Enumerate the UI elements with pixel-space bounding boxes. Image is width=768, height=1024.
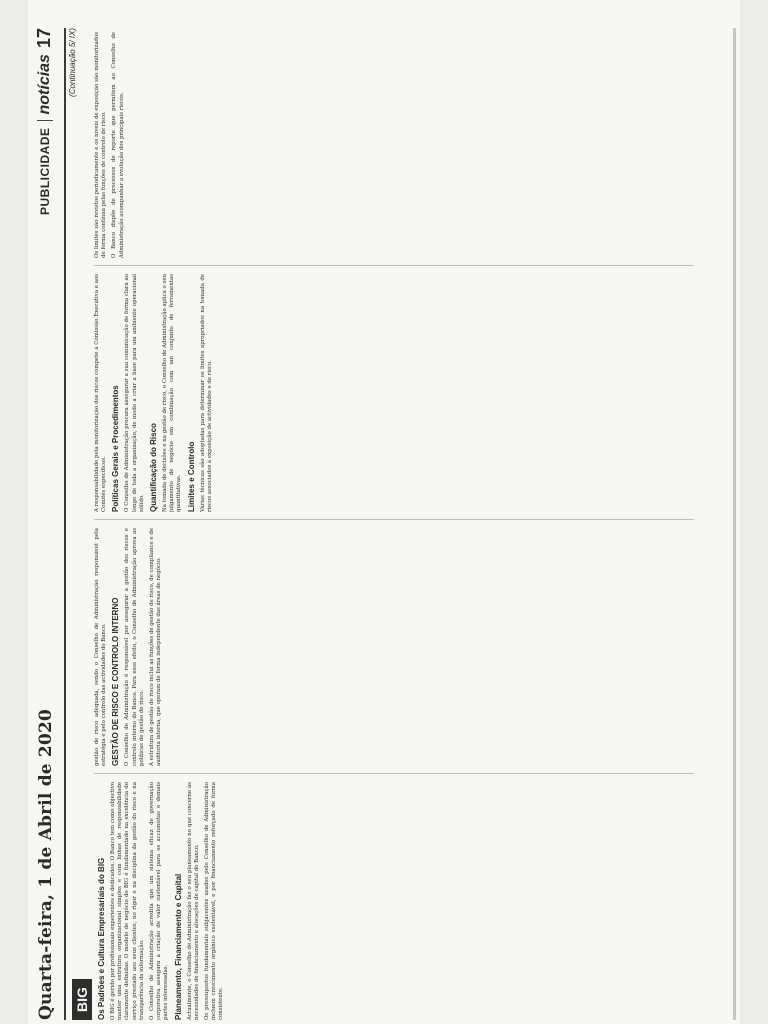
masthead xyxy=(34,28,55,215)
body-paragraph: O BIG é gerido por profissionais experientes e dedicados. O Banco tem como objectivo manter uma estrutura organizacional simples e com linhas de responsabilidade claramente definidas. O modelo de negócio do BIG é fundamentado na excelência do serviço prestado aos seus clientes, no rigor e na disciplina da gestão do risco e na transparência da informação. xyxy=(110,782,145,1020)
section-heading: GESTÃO DE RISCO E CONTROLO INTERNO xyxy=(111,597,121,766)
article-column-4 xyxy=(94,32,714,258)
footer-rule xyxy=(733,28,736,1020)
body-paragraph: O Conselho de Administração é responsável por assegurar a gestão dos riscos e controlo interno do Banco. Para esse efeito, o Conselho de Administração aprova as políticas de gestão de risco. xyxy=(124,528,145,766)
article-column-2 xyxy=(94,528,714,766)
continuation-note: (Continuação 5/ IX) xyxy=(68,28,77,97)
body-paragraph: A responsabilidade pela monitorização dos riscos compete à Comissão Executiva e aos Comités específicos. xyxy=(94,274,108,512)
body-paragraph: Várias técnicas são adoptadas para determinar os limites apropriados na tomada de riscos associados à exposição de actividades e de risco. xyxy=(199,274,213,512)
body-paragraph: O Conselho de Administração procura assegurar a sua comunicação de forma clara ao longo de toda a organização, de modo a criar a base para um ambiente operacional sólido. xyxy=(124,274,145,512)
header-rule xyxy=(64,28,66,1020)
column-divider xyxy=(94,773,694,774)
section-heading: Os Padrões e Cultura Empresariais do BIG xyxy=(97,857,106,1020)
section-heading: Políticas Gerais e Procedimentos xyxy=(111,385,121,512)
body-paragraph: Na tomada de decisões e na gestão de risco, o Conselho de Administração aplica o seu julgamento de negócio em combinação com um conjunto de ferramentas quantitativas. xyxy=(162,274,183,512)
page-number: 17 xyxy=(34,28,54,49)
article-column-1 xyxy=(94,782,714,1020)
body-paragraph: O Conselho de Administração acredita que um sistema eficaz de governação corporativa assegura a criação de valor sustentável para os accionistas e demais partes interessadas. xyxy=(149,782,170,1020)
body-paragraph: Os limites são revistos periodicamente e os níveis de exposição são monitorizados de forma contínua pelas funções de controlo de risco. xyxy=(94,32,108,258)
body-paragraph: gestão de risco adequada, sendo o Conselho de Administração responsável pela estratégia e pelo controlo das actividades do Banco. xyxy=(94,528,108,766)
masthead-divider xyxy=(37,121,53,122)
newspaper-page xyxy=(28,0,740,1024)
column-divider xyxy=(94,519,694,520)
body-paragraph: Actualmente, o Conselho de Administração faz o seu planeamento no que concerne às necessidades de financiamento e alocações de capital do Banco. xyxy=(186,782,200,1020)
section-heading: Planeamento, Financiamento e Capital xyxy=(173,873,183,1020)
body-paragraph: O Banco dispõe de processos de reporte que permitem ao Conselho de Administração acompanhar a evolução dos principais riscos. xyxy=(111,32,125,258)
rotated-content xyxy=(28,0,740,1024)
section-label: PUBLICIDADE xyxy=(37,127,52,216)
issue-date: Quarta-feira, 1 de Abril de 2020 xyxy=(36,708,56,1020)
column-divider xyxy=(94,265,694,266)
section-tag: BIG xyxy=(72,979,92,1020)
article-column-3 xyxy=(94,274,714,512)
body-paragraph: A estrutura de gestão de risco inclui as funções de gestão de risco, de compliance e de auditoria interna, que operam de forma independente das áreas de negócio. xyxy=(149,528,163,766)
section-heading: Limites e Controlo xyxy=(186,441,196,512)
body-paragraph: Os pressupostos fundamentais subjacentes usados pelo Conselho de Administração incluem crescimento orgânico sustentável, e por financiamento reforçado de forma consistente. xyxy=(204,782,225,1020)
section-heading: Quantificação do Risco xyxy=(149,423,159,512)
brand-name: notícias xyxy=(35,54,53,115)
